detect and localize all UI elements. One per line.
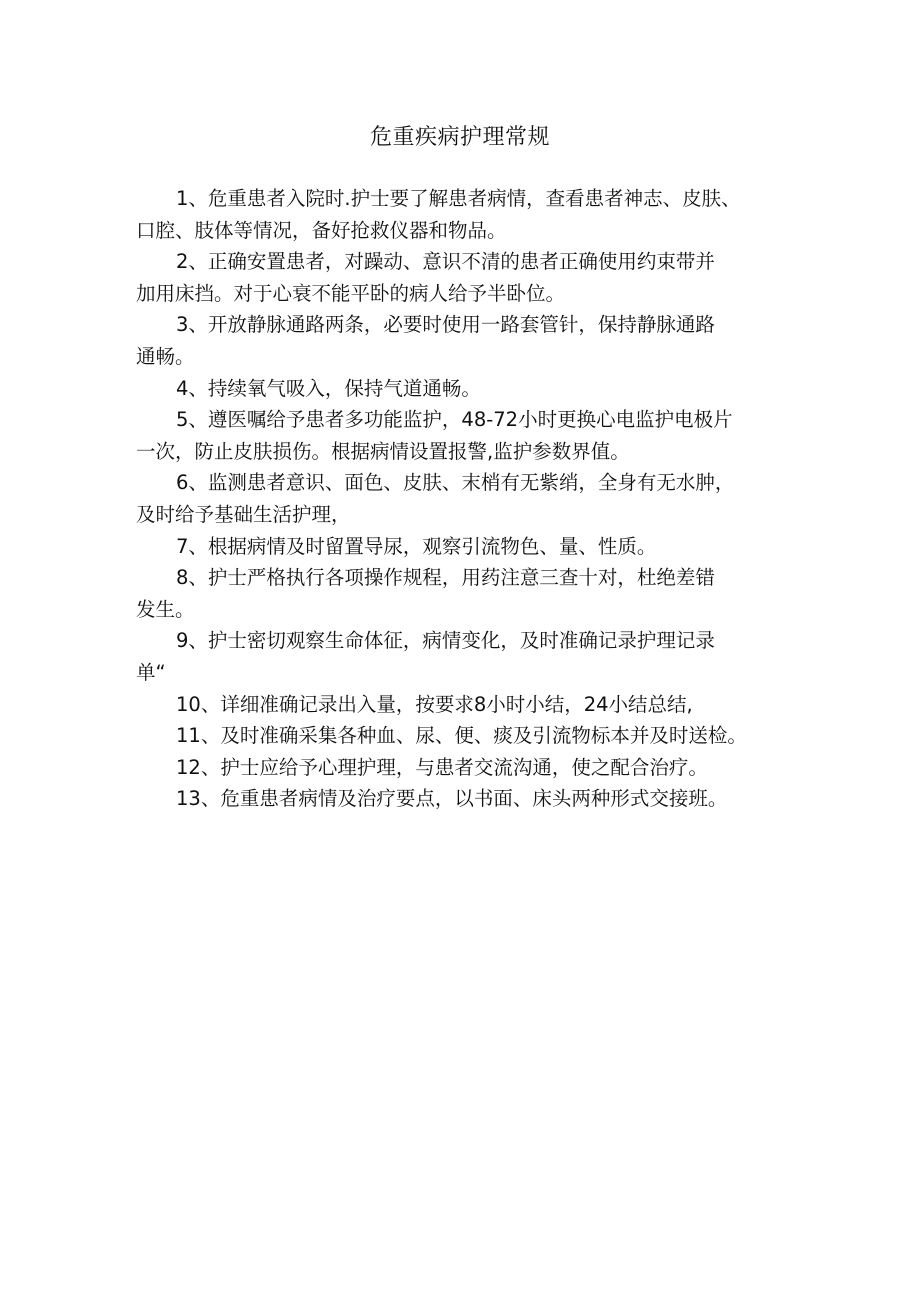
paragraph-line: 口腔、肢体等情况，备好抢救仪器和物品。 (136, 218, 507, 242)
paragraph-line: 通畅。 (136, 344, 195, 368)
paragraph-line: 10、详细准确记录出入量，按要求8小时小结，24小结总结, (176, 692, 693, 716)
paragraph-line: 及时给予基础生活护理， (136, 502, 351, 526)
paragraph-line: 发生。 (136, 597, 195, 621)
paragraph-line: 2、正确安置患者，对躁动、意识不清的患者正确使用约束带并 (176, 250, 715, 274)
page-title: 危重疾病护理常规 (369, 125, 550, 150)
paragraph-line: 6、监测患者意识、面色、皮肤、末梢有无紫绡，全身有无水肿， (176, 471, 735, 495)
paragraph-4 (136, 373, 796, 405)
paragraph-line: 7、根据病情及时留置导尿，观察引流物色、量、性质。 (176, 534, 657, 558)
paragraph-13 (136, 783, 796, 815)
paragraph-line: 5、遵医嘱给予患者多功能监护，48-72小时更换心电监护电极片 (176, 408, 733, 432)
paragraph-line: 3、开放静脉通路两条，必要时使用一路套管针，保持静脉通路 (176, 313, 715, 337)
paragraph-2 (136, 246, 796, 309)
paragraph-line: 8、护士严格执行各项操作规程，用药注意三查十对，杜绝差错 (176, 566, 715, 590)
paragraph-6 (136, 467, 796, 530)
paragraph-3 (136, 309, 796, 372)
paragraph-line: 12、护士应给予心理护理，与患者交流沟通，使之配合治疗。 (176, 755, 708, 779)
paragraph-line: 9、护士密切观察生命体征，病情变化，及时准确记录护理记录 (176, 629, 715, 653)
paragraph-8 (136, 562, 796, 625)
paragraph-7 (136, 531, 796, 563)
paragraph-5 (136, 404, 796, 467)
paragraph-line: 单“ (136, 660, 166, 684)
paragraph-line: 11、及时准确采集各种血、尿、便、痰及引流物标本并及时送检。 (176, 724, 747, 748)
paragraph-12 (136, 752, 796, 784)
paragraph-line: 加用床挡。对于心衰不能平卧的病人给予半卧位。 (136, 281, 566, 305)
paragraph-line: 1、危重患者入院时.护士要了解患者病情，查看患者神志、皮肤、 (176, 187, 741, 210)
paragraph-line: 一次，防止皮肤损伤。根据病情设置报警,监护参数界值。 (136, 439, 630, 463)
document-body (136, 183, 796, 815)
paragraph-10 (136, 689, 796, 721)
paragraph-1 (136, 183, 796, 246)
paragraph-line: 4、持续氧气吸入，保持气道通畅。 (176, 376, 481, 400)
paragraph-11 (136, 720, 796, 752)
paragraph-9 (136, 625, 796, 688)
paragraph-line: 13、危重患者病情及治疗要点，以书面、床头两种形式交接班。 (176, 787, 728, 811)
